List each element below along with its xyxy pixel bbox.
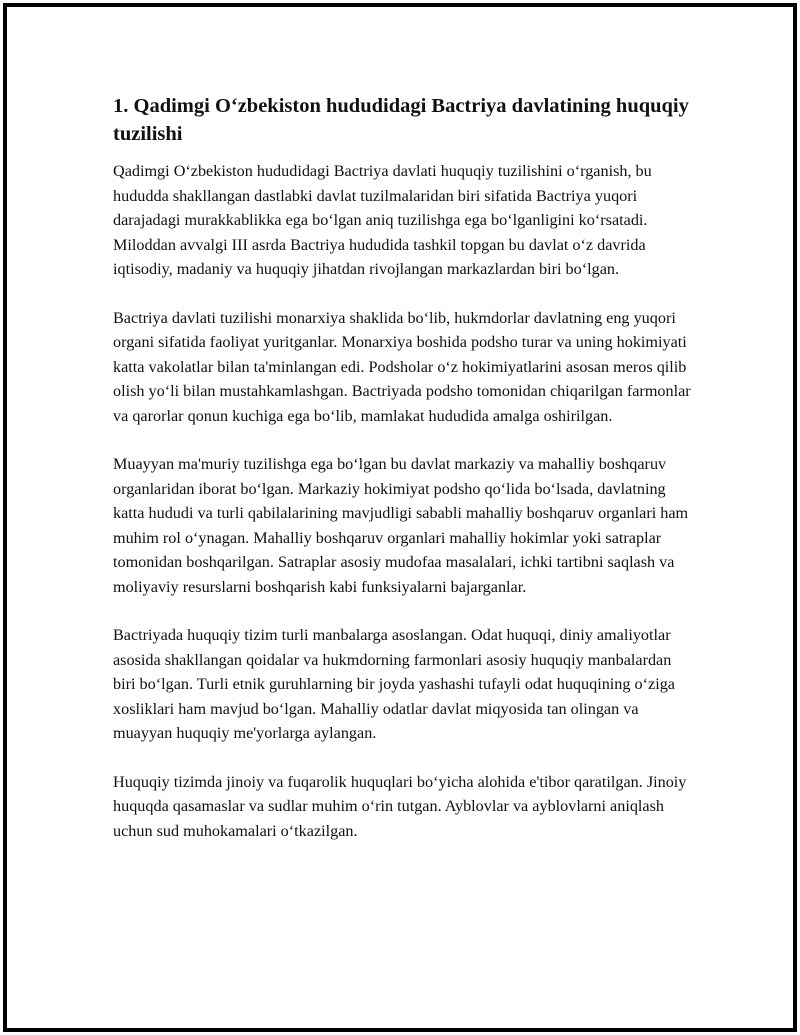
paragraph-5: Huquqiy tizimda jinoiy va fuqarolik huquqlari bo‘yicha alohida e'tibor qaratilgan. Jinoiy huquqda qasamaslar va sudlar muhim o‘rin tutgan. Ayblovlar va ayblovlarni aniqlash uchun sud muhokamalari o‘tkazilgan. bbox=[113, 772, 687, 840]
paragraph-3: Muayyan ma'muriy tuzilishga ega bo‘lgan bu davlat markaziy va mahalliy boshqaruv organlaridan iborat bo‘lgan. Markaziy hokimiyat podsho qo‘lida bo‘lsada, davlatning katta hududi va turli qabilalarining mavjudligi sababli mahalliy boshqaruv organlari ham muhim rol o‘ynagan. Mahalliy boshqaruv organlari mahalliy hokimlar yoki satraplar tomonidan boshqarilgan. Satraplar asosiy mudofaa masalalari, ichki tartibni saqlash va moliyaviy resurslarni boshqarish kabi funksiyalarni bajarganlar. bbox=[113, 455, 689, 596]
document-body bbox=[113, 92, 693, 867]
paragraph-4: Bactriyada huquqiy tizim turli manbalarga asoslangan. Odat huquqi, diniy amaliyotlar asosida shakllangan qoidalar va hukmdorning farmonlari asosiy huquqiy manbalardan biri bo‘lgan. Turli etnik guruhlarning bir joyda yashashi tufayli odat huquqining o‘ziga xosliklari ham mavjud bo‘lgan. Mahalliy odatlar davlat miqyosida tan olingan va muayyan huquqiy me'yorlarga aylangan. bbox=[113, 626, 675, 742]
section-heading: 1. Qadimgi O‘zbekiston hududidagi Bactriya davlatining huquqiy tuzilishi bbox=[113, 95, 689, 145]
paragraph-2: Bactriya davlati tuzilishi monarxiya shaklida bo‘lib, hukmdorlar davlatning eng yuqori organi sifatida faoliyat yuritganlar. Monarxiya boshida podsho turar va uning hokimiyati katta vakolatlar bilan ta'minlangan edi. Podsholar o‘z hokimiyatlarini asosan meros qilib olish yo‘li bilan mustahkamlashgan. Bactriyada podsho tomonidan chiqarilgan farmonlar va qarorlar qonun kuchiga ega bo‘lib, mamlakat hududida amalga oshirilgan. bbox=[113, 308, 691, 425]
paragraph-1: Qadimgi O‘zbekiston hududidagi Bactriya davlati huquqiy tuzilishini o‘rganish, bu hududda shakllangan dastlabki davlat tuzilmalaridan biri sifatida Bactriya yuqori darajadagi murakkablikka ega bo‘lgan aniq tuzilishga ega bo‘lganligini ko‘rsatadi. Miloddan avvalgi III asrda Bactriya hududida tashkil topgan bu davlat o‘z davrida iqtisodiy, madaniy va huquqiy jihatdan rivojlangan markazlardan biri bo‘lgan. bbox=[113, 162, 652, 278]
